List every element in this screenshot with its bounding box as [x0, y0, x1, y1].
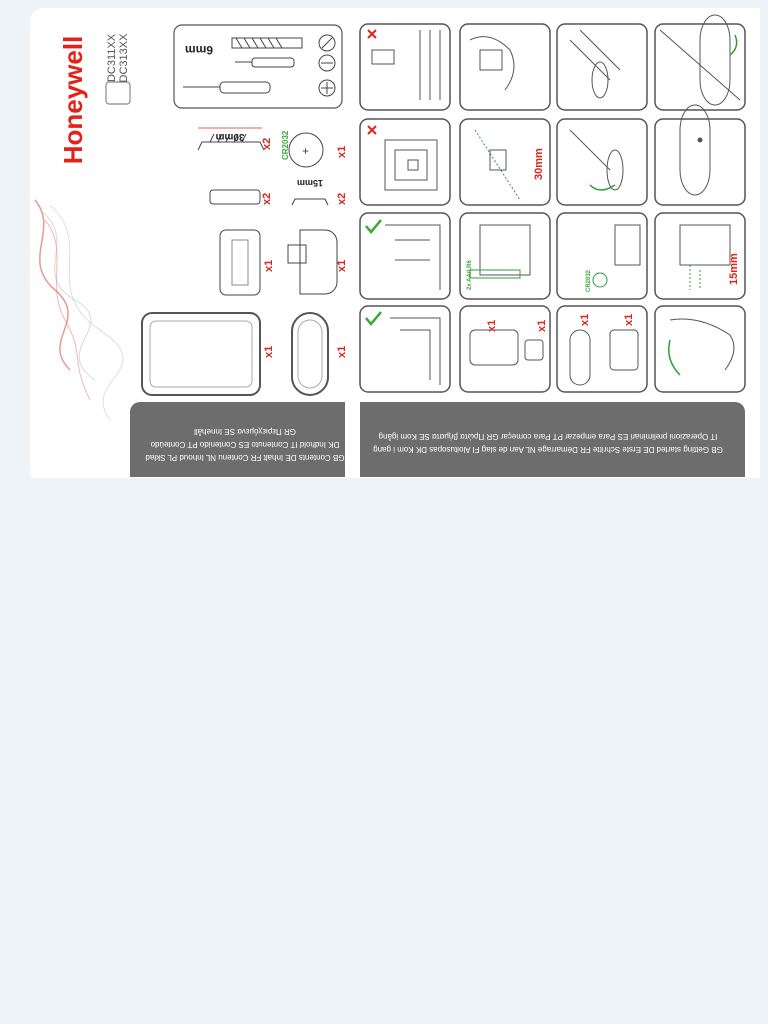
plug-qty: x2 [261, 192, 273, 205]
step-cell [360, 306, 450, 392]
brand-logo [58, 36, 88, 165]
small-screw-length: 15mm [296, 178, 324, 188]
step-cell [460, 306, 550, 392]
contents-line-1: GB Contents DE Inhalt FR Contenu NL Inhoud PL Skład [145, 453, 345, 462]
contents-line-3: GR Περιεχόμενα SE Innehåll [194, 427, 296, 436]
drill-size-label: 6mm [184, 43, 213, 57]
getting-started-line-1: GB Getting started DE Erste Schritte FR Démarrage NL Aan de slag FI Aloitusopas DK Kom i gang [373, 445, 723, 454]
tools-box [174, 25, 342, 108]
chime-base-part [220, 230, 275, 295]
brand-name: Honeywell [58, 35, 88, 165]
cover-qty: x1 [336, 345, 348, 358]
step-qty-4: x1 [623, 313, 635, 326]
battery-cr2032 [281, 130, 348, 167]
decorative-waves [35, 200, 123, 420]
getting-started-bar [360, 402, 745, 477]
step-cell [360, 213, 450, 299]
svg-text:+: + [302, 144, 310, 158]
step-qty-3: x1 [579, 313, 591, 326]
unit-frame [142, 313, 275, 395]
model-block [106, 33, 130, 104]
step-cell [460, 24, 550, 110]
model-name-2: DC313XX [118, 33, 130, 83]
battery-aa-label: 2x AA/LR6 [467, 260, 473, 290]
getting-started-line-2: IT Operazioni preliminari ES Para empezar PT Para começar GR Πρώτα βήματα SE Kom igång [378, 432, 718, 441]
wall-plug [210, 190, 273, 205]
push-button-part [288, 230, 348, 294]
screw-qty: x2 [261, 137, 273, 150]
push-qty: x1 [336, 259, 348, 272]
step-cell [655, 119, 745, 205]
model-box-icon [106, 82, 130, 104]
step-qty-2: x1 [536, 319, 548, 332]
contents-bar [130, 402, 345, 477]
step-cell [557, 213, 647, 299]
small-screw-qty: x2 [336, 192, 348, 205]
step-cell [460, 213, 550, 299]
unit-cover [292, 313, 348, 395]
screw-30mm [198, 128, 273, 150]
distance-15-label: 15mm [728, 253, 740, 285]
battery-qty: x1 [336, 145, 348, 158]
step-grid [360, 24, 745, 392]
battery-cr2032-label: CR2032 [586, 269, 592, 292]
model-name-1: DC311XX [106, 33, 118, 83]
step-qty-1: x1 [486, 319, 498, 332]
screw-length-label: 30mm [215, 131, 245, 142]
battery-type: CR2032 [281, 130, 290, 160]
screw-15mm [292, 178, 348, 205]
chime-qty: x1 [263, 259, 275, 272]
frame-qty: x1 [263, 345, 275, 358]
contents-line-2: DK Indhold IT Contenuto ES Contenido PT Conteúdo [150, 440, 340, 449]
distance-30-label: 30mm [533, 148, 545, 180]
